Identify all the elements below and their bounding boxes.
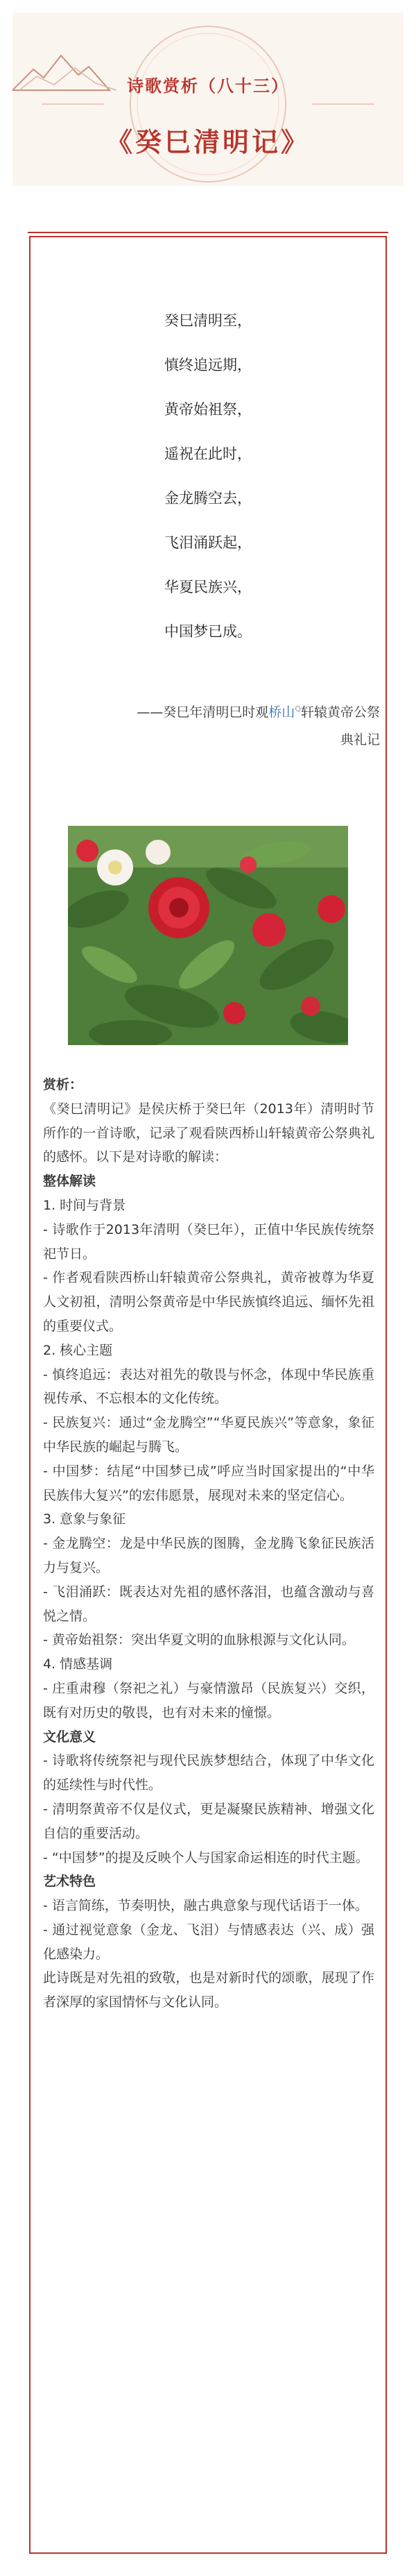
search-icon[interactable]: Q xyxy=(295,704,301,713)
analysis-paragraph: - 黄帝始祖祭：突出华夏文明的血脉根源与文化认同。 xyxy=(43,1632,355,1648)
article-header xyxy=(0,0,416,194)
analysis-paragraph: - 慎终追远：表达对祖先的敬畏与怀念，体现中华民族重视传承、不忘根本的文化传统。 xyxy=(43,1366,374,1407)
poem-attribution xyxy=(42,695,380,754)
analysis-heading: 艺术特色 xyxy=(43,1874,96,1890)
analysis-paragraph: 此诗既是对先祖的致敬，也是对新时代的颂歌，展现了作者深厚的家国情怀与文化认同。 xyxy=(43,1970,374,2010)
article-title: 《癸巳清明记》 xyxy=(105,127,310,158)
poem-line: 金龙腾空去， xyxy=(164,490,252,507)
attribution-text: ——癸巳年清明巳时观 xyxy=(137,704,269,720)
poem-line: 遥祝在此时， xyxy=(164,446,252,462)
place-link[interactable]: 桥山 xyxy=(268,704,295,720)
poem-line: 慎终追远期， xyxy=(164,357,252,373)
poem-line: 飞泪涌跃起， xyxy=(164,534,252,551)
attribution-text: 典礼记 xyxy=(340,732,380,748)
analysis-paragraph: - 诗歌作于2013年清明（癸巳年），正值中华民族传统祭祀节日。 xyxy=(43,1221,374,1262)
circle-decoration-icon xyxy=(0,0,416,194)
analysis-paragraph: - 作者观看陕西桥山轩辕黄帝公祭典礼，黄帝被尊为华夏人文初祖，清明公祭黄帝是中华民族慎终追远、缅怀先祖的重要仪式。 xyxy=(43,1270,374,1334)
article-subtitle: 诗歌赏析（八十三） xyxy=(127,76,289,96)
analysis-paragraph: - 诗歌将传统祭祀与现代民族梦想结合，体现了中华文化的延续性与时代性。 xyxy=(43,1753,374,1793)
analysis-paragraph: - 通过视觉意象（金龙、飞泪）与情感表达（兴、成）强化感染力。 xyxy=(43,1922,374,1962)
poem-line: 中国梦已成。 xyxy=(164,623,252,640)
analysis-section xyxy=(43,1073,374,2015)
analysis-heading: 赏析： xyxy=(43,1077,83,1092)
analysis-paragraph: - 庄重肃穆（祭祀之礼）与豪情激昂（民族复兴）交织，既有对历史的敬畏，也有对未来的憧憬。 xyxy=(43,1680,374,1720)
analysis-subheading: 3. 意象与象征 xyxy=(43,1511,126,1527)
analysis-paragraph: - 清明祭黄帝不仅是仪式，更是凝聚民族精神、增强文化自信的重要活动。 xyxy=(43,1801,374,1841)
analysis-paragraph: - 飞泪涌跃：既表达对先祖的感怀落泪，也蕴含激动与喜悦之情。 xyxy=(43,1584,374,1624)
poem-line: 华夏民族兴， xyxy=(164,579,252,595)
analysis-heading: 文化意义 xyxy=(43,1729,96,1745)
analysis-subheading: 4. 情感基调 xyxy=(43,1656,113,1672)
analysis-heading: 整体解读 xyxy=(43,1173,96,1189)
analysis-paragraph: - “中国梦”的提及反映个人与国家命运相连的时代主题。 xyxy=(43,1849,369,1865)
analysis-paragraph: 《癸巳清明记》是侯庆桥于癸巳年（2013年）清明时节所作的一首诗歌，记录了观看陕西桥山轩辕黄帝公祭典礼的感怀。以下是对诗歌的解读： xyxy=(43,1101,374,1165)
analysis-paragraph: - 语言简练，节奏明快，融古典意象与现代话语于一体。 xyxy=(43,1898,368,1914)
analysis-paragraph: - 中国梦：结尾“中国梦已成”呼应当时国家提出的“中华民族伟大复兴”的宏伟愿景，展现对未来的坚定信心。 xyxy=(43,1463,374,1503)
analysis-paragraph: - 金龙腾空：龙是中华民族的图腾，金龙腾飞象征民族活力与复兴。 xyxy=(43,1536,374,1575)
analysis-subheading: 2. 核心主题 xyxy=(43,1342,113,1358)
analysis-subheading: 1. 时间与背景 xyxy=(43,1197,126,1213)
poem xyxy=(29,298,387,654)
poem-line: 黄帝始祖祭， xyxy=(164,401,252,418)
attribution-text: 轩辕黄帝公祭 xyxy=(300,704,380,720)
peony-flowers-photo xyxy=(68,826,348,1045)
poem-line: 癸巳清明至， xyxy=(164,312,252,329)
analysis-paragraph: - 民族复兴：通过“金龙腾空”“华夏民族兴”等意象，象征中华民族的崛起与腾飞。 xyxy=(43,1415,374,1455)
